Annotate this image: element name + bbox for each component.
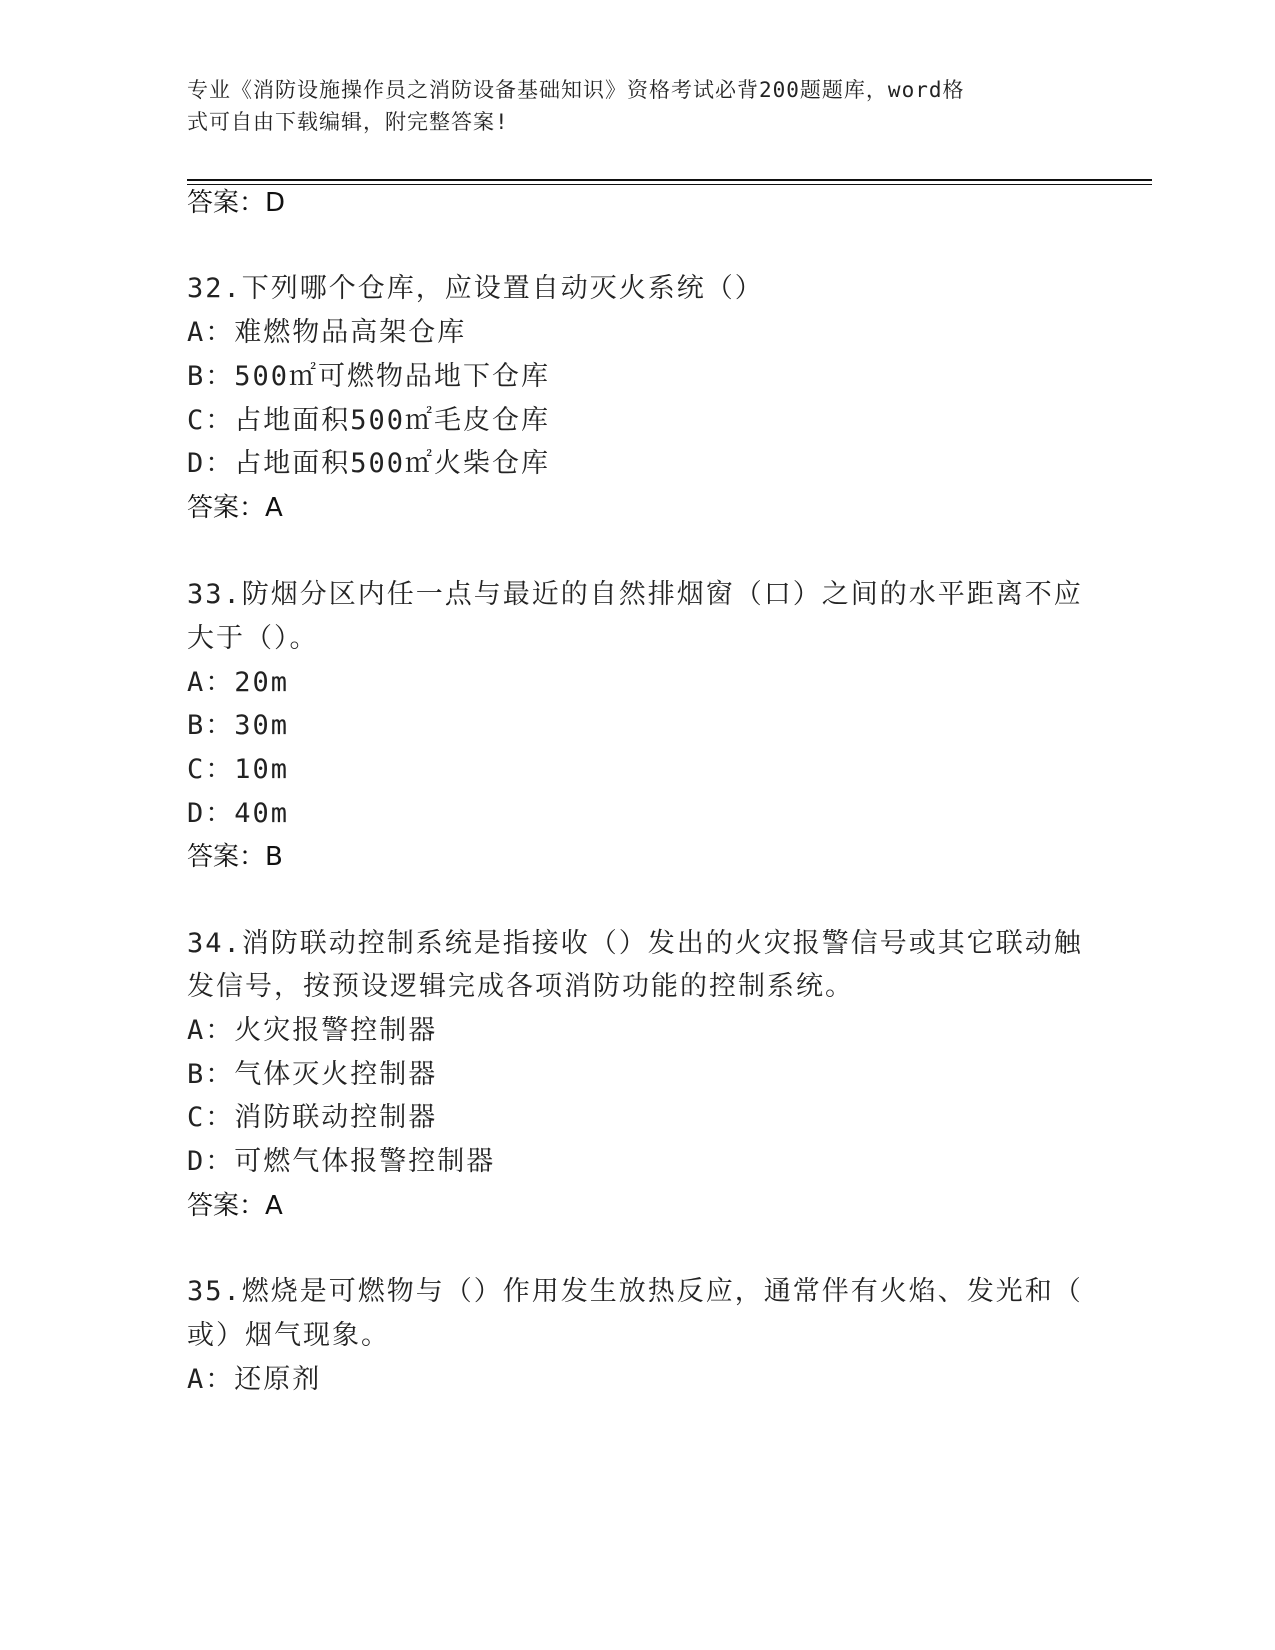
q32-option-c: C：占地面积500㎡毛皮仓库 xyxy=(187,405,551,436)
question-35-line-1: 35.燃烧是可燃物与（）作用发生放热反应，通常伴有火焰、发光和（ xyxy=(187,1276,1083,1307)
q34-option-a: A：火灾报警控制器 xyxy=(187,1015,438,1046)
q32-option-a: A：难燃物品高架仓库 xyxy=(187,317,467,348)
answer-33: 答案：B xyxy=(187,842,283,872)
question-34-line-1: 34.消防联动控制系统是指接收（）发出的火灾报警信号或其它联动触 xyxy=(187,928,1083,959)
q33-option-d: D：40m xyxy=(187,798,290,829)
header-line-2: 式可自由下载编辑，附完整答案! xyxy=(187,110,509,134)
q32-option-b: B：500㎡可燃物品地下仓库 xyxy=(187,361,551,392)
question-35-line-2: 或）烟气现象。 xyxy=(187,1320,390,1351)
q33-option-a: A：20m xyxy=(187,667,290,698)
answer-34: 答案：A xyxy=(187,1191,283,1221)
answer-31: 答案：D xyxy=(187,188,286,218)
q33-option-b: B：30m xyxy=(187,710,290,741)
question-32: 32.下列哪个仓库，应设置自动灭火系统（） xyxy=(187,273,764,304)
question-34-line-2: 发信号，按预设逻辑完成各项消防功能的控制系统。 xyxy=(187,971,854,1002)
question-33-line-1: 33.防烟分区内任一点与最近的自然排烟窗（口）之间的水平距离不应 xyxy=(187,579,1083,610)
document-header xyxy=(187,74,1067,138)
q34-option-c: C：消防联动控制器 xyxy=(187,1102,438,1133)
q35-option-a: A：还原剂 xyxy=(187,1364,322,1395)
q32-option-d: D：占地面积500㎡火柴仓库 xyxy=(187,448,551,479)
q33-option-c: C：10m xyxy=(187,754,290,785)
header-divider-thick xyxy=(187,179,1152,181)
answer-32: 答案：A xyxy=(187,493,283,523)
q34-option-d: D：可燃气体报警控制器 xyxy=(187,1146,496,1177)
q34-option-b: B：气体灭火控制器 xyxy=(187,1059,438,1090)
header-divider-thin xyxy=(187,184,1152,185)
header-line-1: 专业《消防设施操作员之消防设备基础知识》资格考试必背200题题库，word格 xyxy=(187,78,965,102)
question-33-line-2: 大于（）。 xyxy=(187,623,319,654)
